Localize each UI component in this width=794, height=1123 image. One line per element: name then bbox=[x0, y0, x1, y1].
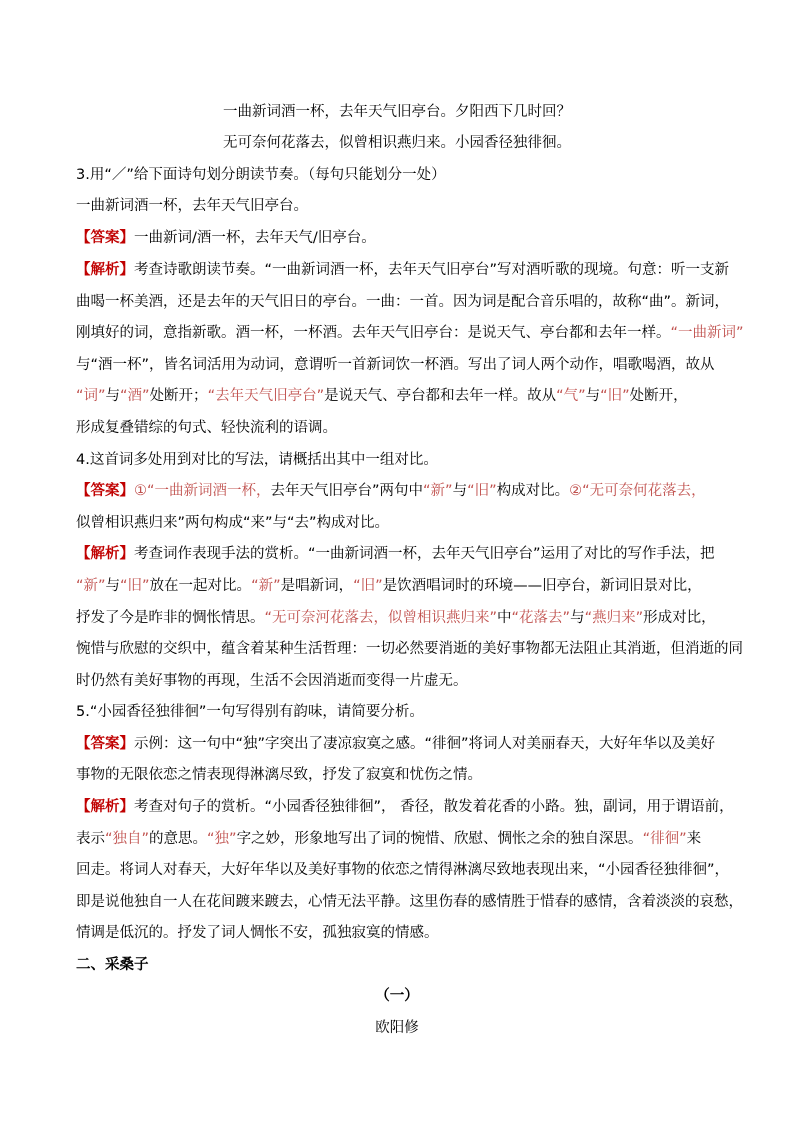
poem-line-1: 一曲新词酒一杯，去年天气旧亭台。夕阳西下几时回？ bbox=[223, 104, 571, 120]
question-4-analysis-line-4: 惋惜与欣慰的交织中，蕴含着某种生活哲理：一切必然要消逝的美好事物都无法阻止其消逝，但消逝的同 bbox=[76, 641, 743, 657]
answer-tag: 【答案】 bbox=[76, 736, 134, 752]
highlight-text: “无可奈河花落去，似曾相识燕归来” bbox=[264, 610, 498, 626]
question-4-answer-line-1 bbox=[76, 481, 706, 501]
analysis-text: 字之妙，形象地写出了词的惋惜、欣慰、惆怅之余的独自深思。 bbox=[236, 831, 643, 847]
highlight-text: “新” bbox=[423, 483, 453, 499]
highlight-text: “词” bbox=[76, 388, 106, 404]
analysis-text: 处断开； bbox=[149, 388, 208, 404]
analysis-tag: 【解析】 bbox=[76, 262, 134, 278]
analysis-text: 是说天气、亭台都和去年一样。故从 bbox=[324, 388, 557, 404]
question-3-analysis-line-3 bbox=[76, 323, 744, 343]
question-3-analysis-line-5 bbox=[76, 386, 688, 406]
answer-text: 去年天气旧亭台”两句中 bbox=[270, 483, 424, 499]
analysis-text: 中 bbox=[497, 610, 512, 626]
question-5-analysis-line-5: 情调是低沉的。抒发了词人惆怅不安，孤独寂寞的情感。 bbox=[76, 925, 439, 941]
analysis-text: 的意思。 bbox=[149, 831, 208, 847]
question-3-analysis-line-6: 形成复叠错综的句式、轻快流利的语调。 bbox=[76, 420, 337, 436]
question-4: 4.这首词多处用到对比的写法，请概括出其中一组对比。 bbox=[76, 452, 438, 468]
analysis-text: 抒发了今是昨非的惆怅情思。 bbox=[76, 610, 265, 626]
question-3-analysis-line-4: 与“酒一杯”，皆名词活用为动词，意谓听一首新词饮一杯酒。写出了词人两个动作，唱歌喝酒，故从 bbox=[76, 357, 715, 373]
analysis-text: 与 bbox=[105, 578, 121, 594]
highlight-text: “花落去” bbox=[511, 610, 571, 626]
highlight-text: “独自” bbox=[105, 831, 150, 847]
question-4-analysis-line-1 bbox=[76, 544, 715, 564]
question-4-analysis-line-5: 时仍然有美好事物的再现，生活不会因消逝而变得一片虚无。 bbox=[76, 673, 468, 689]
answer-text: 与 bbox=[452, 483, 468, 499]
question-3-answer bbox=[76, 228, 376, 248]
analysis-text: 是饮酒唱词时的环境——旧亭台，新词旧景对比， bbox=[382, 578, 702, 594]
highlight-text: “独” bbox=[207, 831, 237, 847]
highlight-text: “酒” bbox=[120, 388, 150, 404]
answer-text: 示例：这一句中“独”字突出了凄凉寂寞之感。“徘徊”将词人对美丽春天，大好年华以及美好 bbox=[134, 736, 716, 752]
highlight-text: “燕归来” bbox=[584, 610, 644, 626]
question-4-analysis-line-3 bbox=[76, 608, 716, 628]
analysis-text: 刚填好的词，意指新歌。酒一杯，一杯酒。去年天气旧亭台：是说天气、亭台都和去年一样。 bbox=[76, 325, 671, 341]
question-5-analysis-line-2 bbox=[76, 829, 701, 849]
analysis-text: 考查对句子的赏析。“小园香径独徘徊”， 香径，散发着花香的小路。独，副词，用于谓语前， bbox=[134, 799, 734, 815]
analysis-text: 考查词作表现手法的赏析。“一曲新词酒一杯，去年天气旧亭台”运用了对比的写作手法，把 bbox=[134, 546, 715, 562]
question-5-answer-line-1 bbox=[76, 734, 715, 754]
highlight-text: “旧” bbox=[353, 578, 383, 594]
analysis-text: 与 bbox=[105, 388, 121, 404]
poem-line-2: 无可奈何花落去，似曾相识燕归来。小园香径独徘徊。 bbox=[223, 135, 571, 151]
highlight-text: “徘徊” bbox=[642, 831, 687, 847]
answer-text: 一曲新词/酒一杯，去年天气/旧亭台。 bbox=[134, 230, 376, 246]
question-3: 3.用“／”给下面诗句划分朗读节奏。（每句只能划分一处） bbox=[76, 167, 446, 183]
highlight-text: “旧” bbox=[600, 388, 630, 404]
analysis-tag: 【解析】 bbox=[76, 546, 134, 562]
answer-text: 构成对比。 bbox=[496, 483, 570, 499]
section-heading: 二、采桑子 bbox=[76, 957, 149, 973]
highlight-text: “一曲新词” bbox=[670, 325, 744, 341]
author-name: 欧阳修 bbox=[375, 1020, 419, 1036]
highlight-text: “旧” bbox=[120, 578, 150, 594]
analysis-text: 放在一起对比。 bbox=[149, 578, 252, 594]
question-5: 5.“小园香径独徘徊”一句写得别有韵味，请简要分析。 bbox=[76, 704, 424, 720]
analysis-text: 考查诗歌朗读节奏。“一曲新词酒一杯，去年天气旧亭台”写对酒听歌的现境。句意：听一支新 bbox=[134, 262, 730, 278]
analysis-text: 表示 bbox=[76, 831, 105, 847]
question-5-analysis-line-4: 即是说他独自一人在花间踱来踱去，心情无法平静。这里伤春的感情胜于惜春的感情，含着淡淡的哀愁， bbox=[76, 894, 743, 910]
analysis-text: 与 bbox=[570, 610, 585, 626]
question-5-analysis-line-1 bbox=[76, 797, 734, 817]
analysis-tag: 【解析】 bbox=[76, 799, 134, 815]
analysis-text: 形成对比， bbox=[643, 610, 716, 626]
question-3-analysis-line-2: 曲喝一杯美酒，还是去年的天气旧日的亭台。一曲：一首。因为词是配合音乐唱的，故称“曲”。新词， bbox=[76, 294, 730, 310]
analysis-text: 来 bbox=[686, 831, 702, 847]
analysis-text: 处断开， bbox=[629, 388, 688, 404]
question-4-answer-line-2: 似曾相识燕归来”两句构成“来”与“去”构成对比。 bbox=[76, 515, 390, 531]
question-3-sentence: 一曲新词酒一杯，去年天气旧亭台。 bbox=[76, 198, 308, 214]
highlight-text: “新” bbox=[251, 578, 281, 594]
highlight-text: “气” bbox=[556, 388, 586, 404]
question-5-analysis-line-3: 回走。将词人对春天，大好年华以及美好事物的依恋之情得淋漓尽致地表现出来，“小园香径独徘徊”， bbox=[76, 862, 730, 878]
answer-tag: 【答案】 bbox=[76, 483, 134, 499]
highlight-text: ①“一曲新词酒一杯， bbox=[134, 483, 271, 499]
answer-tag: 【答案】 bbox=[76, 230, 134, 246]
section-subheading: （一） bbox=[375, 988, 419, 1004]
highlight-text: “旧” bbox=[467, 483, 497, 499]
highlight-text: ②“无可奈何花落去， bbox=[569, 483, 706, 499]
highlight-text: “去年天气旧亭台” bbox=[207, 388, 325, 404]
question-5-answer-line-2: 事物的无限依恋之情表现得淋漓尽致，抒发了寂寞和忧伤之情。 bbox=[76, 767, 482, 783]
analysis-text: 是唱新词， bbox=[280, 578, 354, 594]
question-4-analysis-line-2 bbox=[76, 576, 702, 596]
highlight-text: “新” bbox=[76, 578, 106, 594]
question-3-analysis-line-1 bbox=[76, 260, 729, 280]
analysis-text: 与 bbox=[585, 388, 601, 404]
